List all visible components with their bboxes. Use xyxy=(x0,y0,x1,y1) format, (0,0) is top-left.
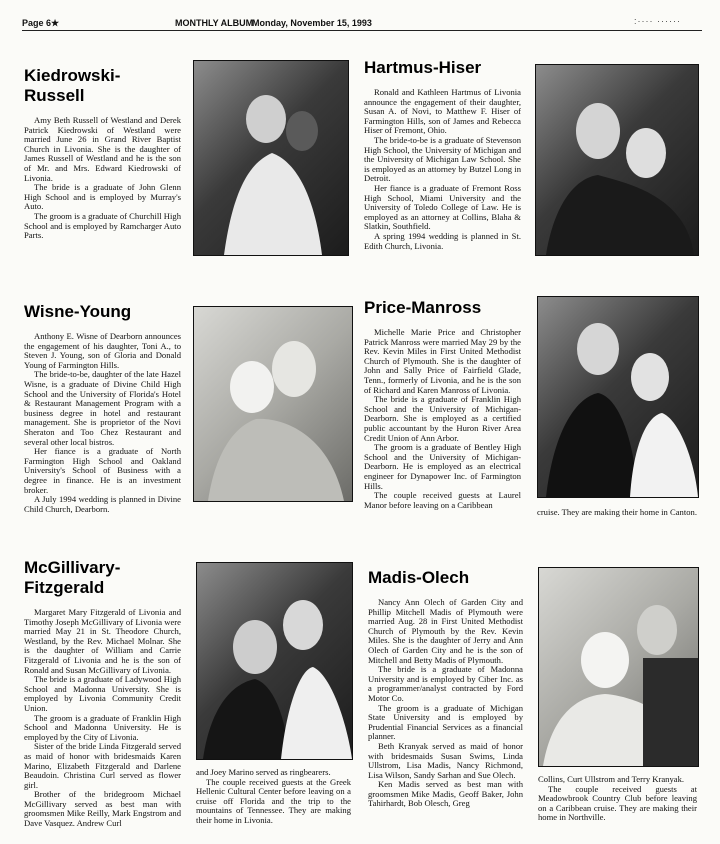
paragraph: Amy Beth Russell of Westland and Derek Patrick Kiedrowski of Westland were married June 26 in Grand River Baptist Church in Livonia. She is the daughter of James Russell of Westland and he is the son of Mr. and Mrs. Edward Kiedrowski of Livonia. xyxy=(24,115,181,183)
photo-silhouette xyxy=(536,65,698,255)
issue-date: Monday, November 15, 1993 xyxy=(252,18,372,28)
photo-caption xyxy=(537,508,697,518)
photo-silhouette xyxy=(539,568,698,766)
continuation-text: Collins, Curt Ullstrom and Terry Kranyak. xyxy=(538,774,685,784)
paragraph: The bride-to-be is a graduate of Stevenson High School, the University of Michigan and the University of Michigan Law School. She is employed as an attorney by Butzel Long in Detroit. xyxy=(364,134,521,184)
photo-silhouette xyxy=(538,297,698,497)
section-name: MONTHLY ALBUM xyxy=(175,18,254,28)
paragraph: Her fiance is a graduate of North Farmington High School and Oakland University's School of Business with a degree in finance. He is an investment broker. xyxy=(24,446,181,495)
paragraph: The groom is a graduate of Franklin High School and Madonna University. He is employed by the City of Livonia. xyxy=(24,712,181,742)
photo-caption xyxy=(196,768,351,826)
article-body xyxy=(24,116,181,241)
photo-silhouette xyxy=(194,307,352,501)
paragraph: A spring 1994 wedding is planned in St. Edith Church, Livonia. xyxy=(364,230,521,251)
paragraph: The bride-to-be, daughter of the late Hazel Wisne, is a graduate of Divine Child High School and the University of Florida's Hotel & Restaurant Management Program with a business degree in hotel and restaurant management. She is proprietor of the Novi Sheraton and Too Chez Restaurant and several other local bistros. xyxy=(24,369,181,447)
announcement-price-manross xyxy=(364,298,521,510)
paragraph: Nancy Ann Olech of Garden City and Phillip Mitchell Madis of Plymouth were married Aug. 28 in First United Methodist Church of Plymouth by the Rev. Kevin Miles. She is the daughter of Jerry and Ann Olech of Garden City and he is the son of Mitchell and Betty Madis of Plymouth. xyxy=(368,597,523,665)
couple-photo xyxy=(535,64,699,256)
paragraph: Beth Kranyak served as maid of honor with bridesmaids Susan Swims, Linda Ullstrom, Lisa Madis, Nancy Richmond, Lisa Wilson, Sandy Sarhan and Sue Olech. xyxy=(368,740,523,780)
continuation-text: cruise. They are making their home in Canton. xyxy=(537,507,697,517)
continuation-text: The couple received guests at the Greek Hellenic Cultural Center before leaving on a cruise off Florida and the trip to the mountains of Tennessee. They are making their home in Livonia. xyxy=(196,776,351,825)
continuation-text: The couple received guests at Meadowbrook Country Club before leaving on a Caribbean cruise. They are making their home in Northville. xyxy=(538,783,697,823)
article-body xyxy=(24,608,181,829)
headline: Wisne-Young xyxy=(24,302,132,321)
photo-silhouette xyxy=(194,61,348,255)
announcement-hartmus-hiser xyxy=(364,58,521,251)
paragraph: The bride is a graduate of Franklin High School and the University of Michigan-Dearborn. She is employed as a certified public accountant by the Huron River Area Credit Union of Ann Arbor. xyxy=(364,394,521,443)
paragraph: Anthony E. Wisne of Dearborn announces the engagement of his daughter, Toni A., to Steven J. Young, son of Gloria and Donald Young of Farmington Hills. xyxy=(24,331,181,370)
paragraph: The groom is a graduate of Bentley High School and the University of Michigan-Dearborn. He is employed as an electrical engineer for Dynapower Inc. of Farmington Hills. xyxy=(364,442,521,491)
headline: Madis-Olech xyxy=(368,568,470,587)
paragraph: The groom is a graduate of Michigan State University and is employed by Prudential Financial Services as a financial planner. xyxy=(368,702,523,742)
couple-photo xyxy=(538,567,699,767)
paragraph: The bride is a graduate of Madonna University and is employed by Ciber Inc. as a programmer/analyst contracted by Ford Motor Co. xyxy=(368,664,523,703)
photo-silhouette xyxy=(197,563,352,759)
paragraph: Margaret Mary Fitzgerald of Livonia and Timothy Joseph McGillivary of Livonia were married May 21 in St. Theodore Church, Westland, by the Rev. Michael Molnar. She is the daughter of William and Carrie Fitzgerald of Livonia and he is the son of Ronald and Susan McGillivary of Livonia. xyxy=(24,607,181,675)
headline: McGillivary- Fitzgerald xyxy=(24,558,121,597)
article-body xyxy=(364,88,521,251)
headline: Price-Manross xyxy=(364,298,482,317)
paragraph: Michelle Marie Price and Christopher Patrick Manross were married May 29 by the Rev. Kevin Miles in First United Methodist Church of Plymouth. She is the daughter of John and Sally Price of Fairfield Glade, Tenn., formerly of Livonia, and he is the son of Richard and Karen Manross of Livonia. xyxy=(364,327,521,395)
headline: Kiedrowski- Russell xyxy=(24,66,121,105)
paragraph: The bride is a graduate of Ladywood High School and Madonna University. She is employed by Livonia Community Credit Union. xyxy=(24,674,181,713)
paragraph: Ronald and Kathleen Hartmus of Livonia announce the engagement of their daughter, Susan A. of Novi, to Matthew F. Hiser of Farmington Hills, son of James and Rebecca Hiser of Fremont, Ohio. xyxy=(364,87,521,136)
couple-photo xyxy=(196,562,353,760)
paragraph: The bride is a graduate of John Glenn High School and is employed by Murray's Auto. xyxy=(24,182,181,212)
announcement-mcgillivary-fitzgerald xyxy=(24,558,181,829)
header-dots: :···· ······ xyxy=(634,16,681,26)
announcement-kiedrowski-russell xyxy=(24,66,181,241)
paragraph: Her fiance is a graduate of Fremont Ross High School, Miami University and the University of Toledo College of Law. He is employed as an attorney at Collins, Blaha & Slatkin, Southfield. xyxy=(364,182,521,232)
paragraph: The couple received guests at Laurel Manor before leaving on a Caribbean xyxy=(364,490,521,510)
paragraph: The groom is a graduate of Churchill High School and is employed by Ramcharger Auto Parts. xyxy=(24,210,181,241)
paragraph: A July 1994 wedding is planned in Divine Child Church, Dearborn. xyxy=(24,494,181,514)
article-body xyxy=(24,332,181,514)
couple-photo xyxy=(193,306,353,502)
header-rule xyxy=(22,30,702,31)
article-body xyxy=(368,598,523,809)
announcement-wisne-young xyxy=(24,302,181,514)
couple-photo xyxy=(193,60,349,256)
couple-photo xyxy=(537,296,699,498)
paragraph: Sister of the bride Linda Fitzgerald served as maid of honor with bridesmaids Karen Marino, Elizabeth Fitzgerald and Darlene Beaudoin. Christina Curl served as flower girl. xyxy=(24,741,181,790)
page-number: Page 6★ xyxy=(22,18,60,28)
photo-caption xyxy=(538,775,697,823)
continuation-text: and Joey Marino served as ringbearers. xyxy=(196,767,331,777)
paragraph: Ken Madis served as best man with groomsmen Mike Madis, Geoff Baker, John Tahirhardt, Bob Olesch, Greg xyxy=(368,779,523,809)
announcement-madis-olech xyxy=(368,568,523,809)
paragraph: Brother of the bridegroom Michael McGillivary served as best man with groomsmen Mike Reilly, Mark Engstrom and Dave Vasquez. Andrew Curl xyxy=(24,789,181,829)
headline: Hartmus-Hiser xyxy=(364,58,482,77)
article-body xyxy=(364,328,521,510)
